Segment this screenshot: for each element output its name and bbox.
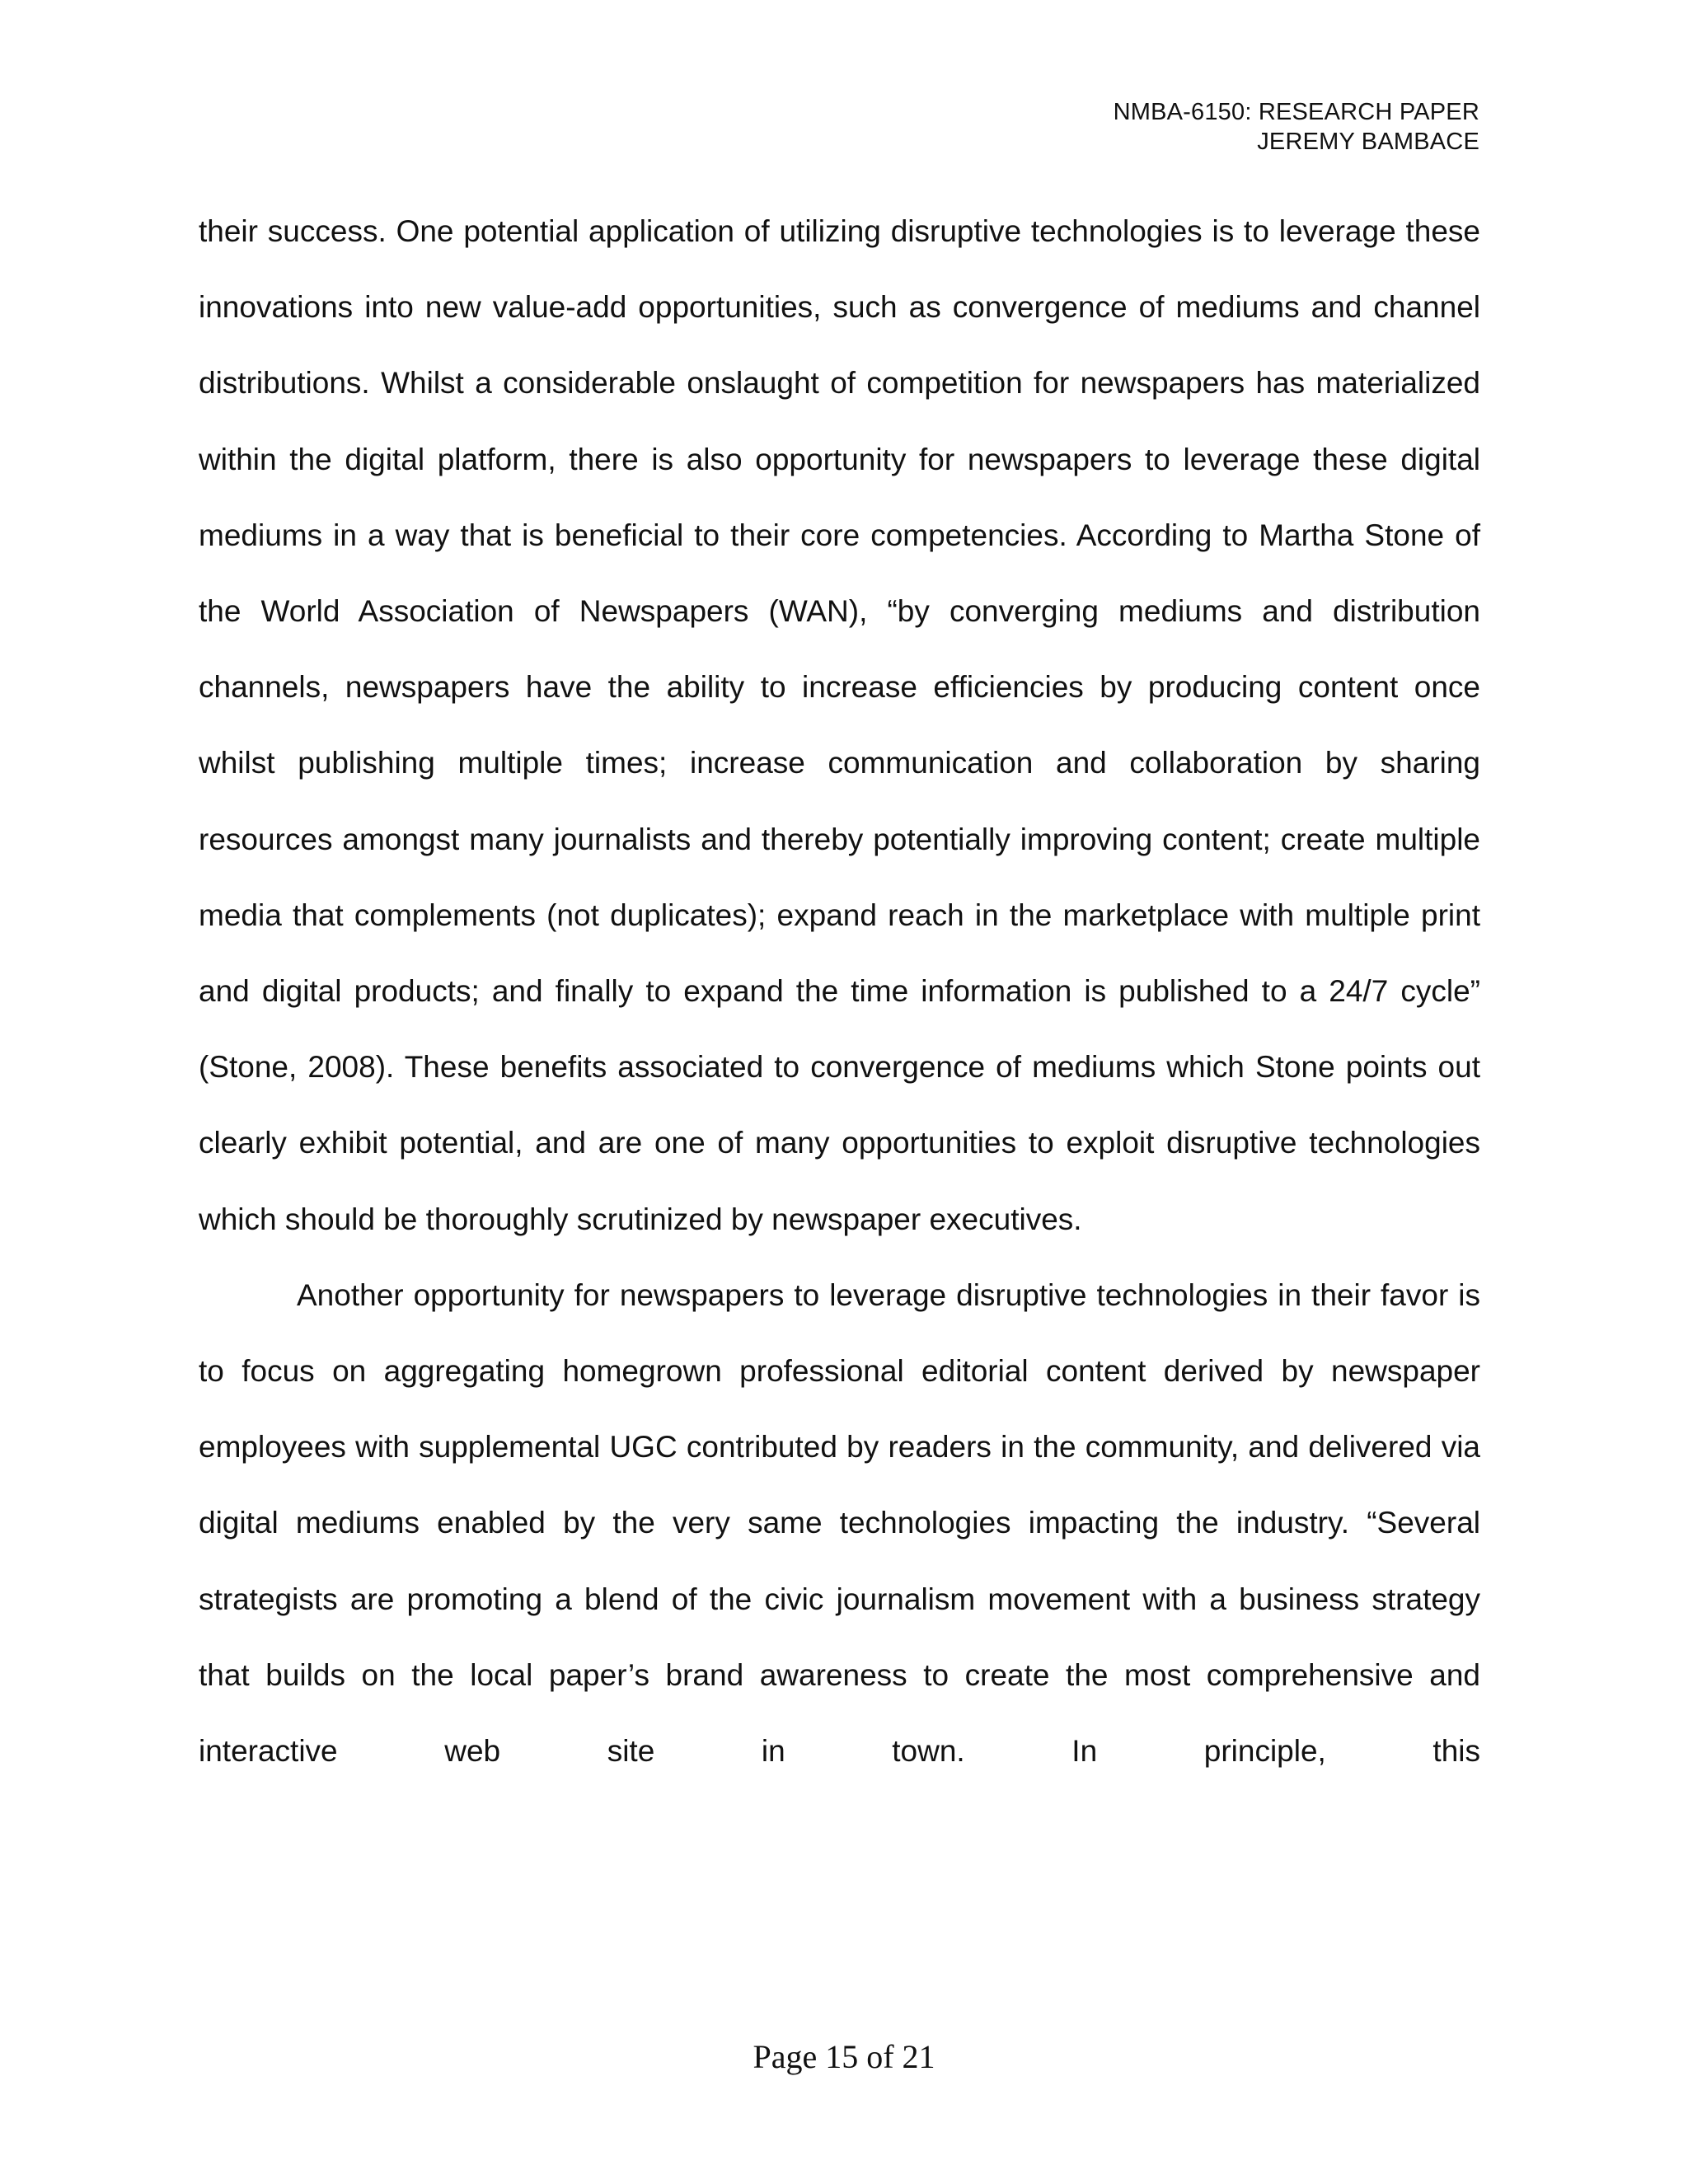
paragraph-convergence-of-mediums: their success. One potential application of utilizing disruptive technologies is to leverage these innovations into new value-add opportunities, such as convergence of mediums and channel distributions. Whilst a considerable onslaught of competition for newspapers has materialized within the digital platform, there is also opportunity for newspapers to leverage these digital mediums in a way that is beneficial to their core competencies. According to Martha Stone of the World Association of Newspapers (WAN), “by converging mediums and distribution channels, newspapers have the ability to increase efficiencies by producing content once whilst publishing multiple times; increase communication and collaboration by sharing resources amongst many journalists and thereby potentially improving content; create multiple media that complements (not duplicates); expand reach in the marketplace with multiple print and digital products; and finally to expand the time information is published to a 24/7 cycle” (Stone, 2008). These benefits associated to convergence of mediums which Stone points out clearly exhibit potential, and are one of many opportunities to exploit disruptive technologies which should be thoroughly scrutinized by newspaper executives. (199, 214, 1480, 1236)
paragraph-aggregating-content: Another opportunity for newspapers to leverage disruptive technologies in their favor is to focus on aggregating homegrown professional editorial content derived by newspaper employees with supplemental UGC contributed by readers in the community, and delivered via digital mediums enabled by the very same technologies impacting the industry. “Several strategists are promoting a blend of the civic journalism movement with a business strategy that builds on the local paper’s brand awareness to create the most comprehensive and interactive web site in town. In principle, this (199, 1277, 1480, 1769)
header-course-title: NMBA-6150: RESEARCH PAPER (1113, 99, 1479, 125)
page-number-footer: Page 15 of 21 (753, 2038, 935, 2075)
body-text (199, 194, 1480, 1789)
header-author-name: JEREMY BAMBACE (1257, 129, 1479, 155)
running-header (1114, 97, 1479, 157)
